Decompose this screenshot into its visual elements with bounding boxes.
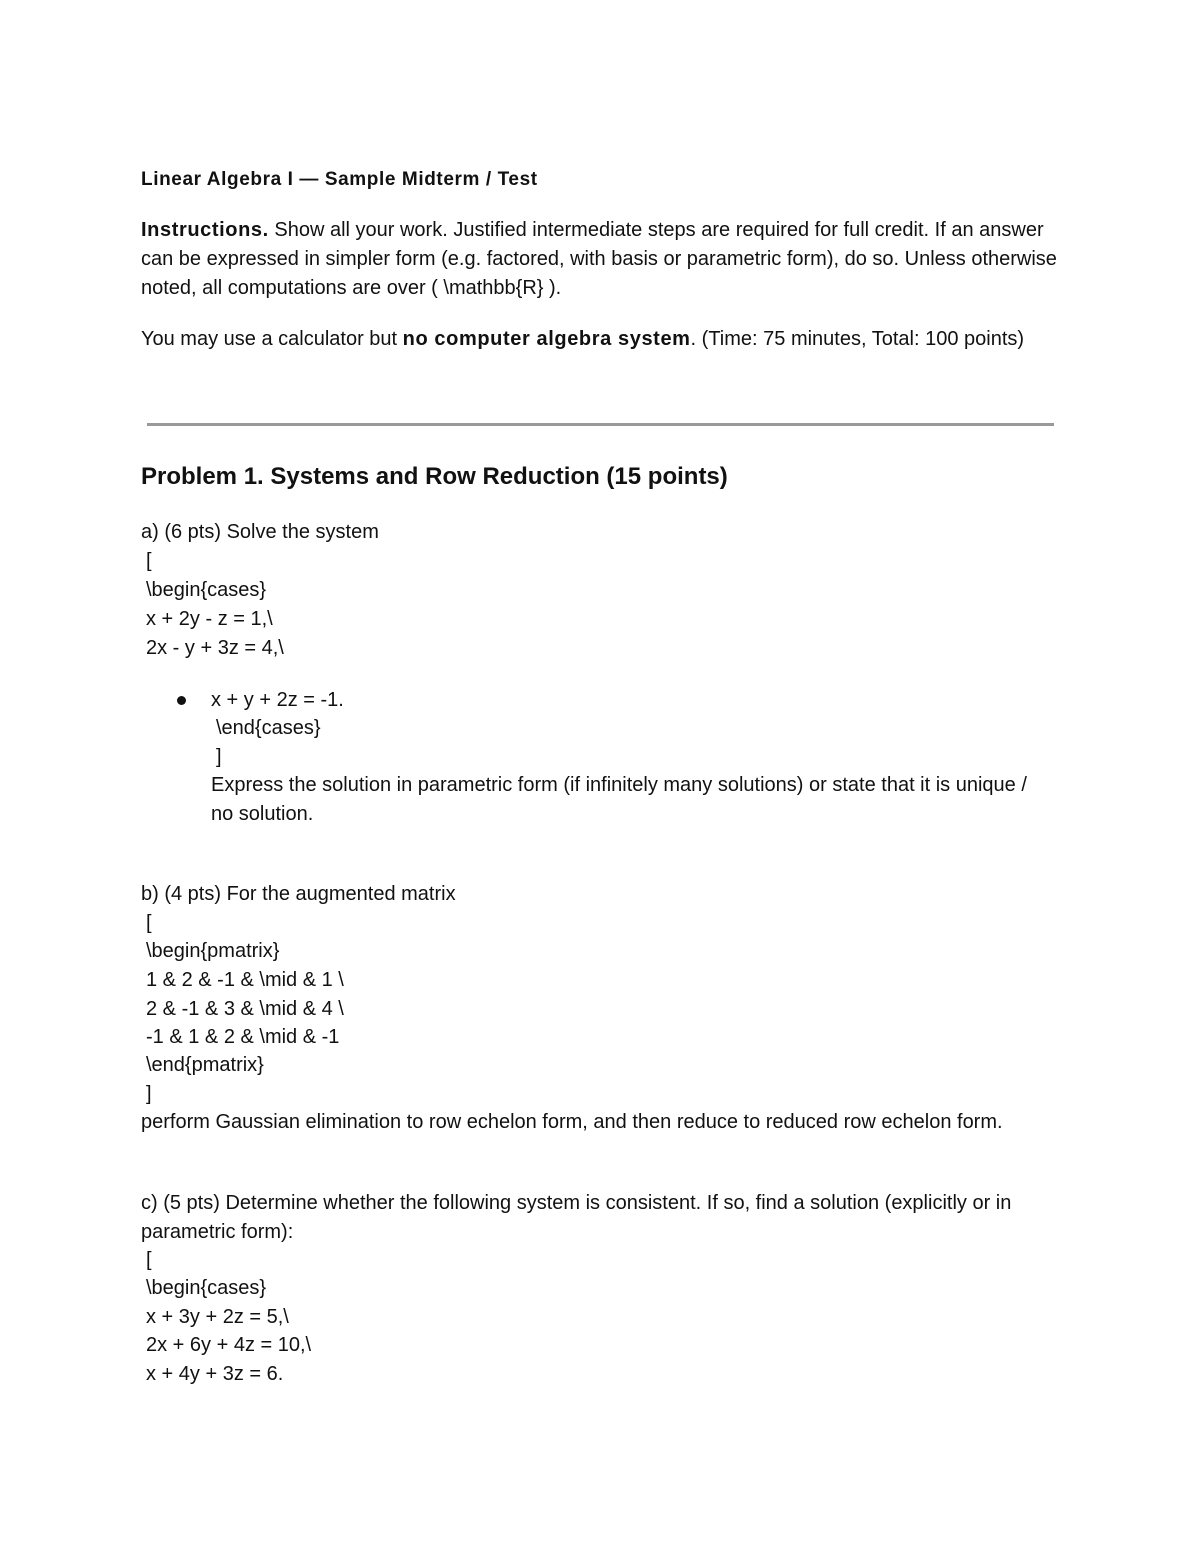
- part-b-line: ]: [146, 1083, 152, 1105]
- horizontal-divider: [147, 423, 1054, 426]
- part-b-line: [: [146, 912, 152, 934]
- part-b-prompt: b) (4 pts) For the augmented matrix: [141, 883, 456, 905]
- problem-1-heading: Problem 1. Systems and Row Reduction (15 points): [141, 463, 728, 490]
- instructions-paragraph: [141, 216, 1061, 303]
- calculator-note-bold: no computer algebra system: [402, 328, 691, 350]
- calculator-note-after: . (Time: 75 minutes, Total: 100 points): [690, 328, 1025, 350]
- part-c-line: x + 3y + 2z = 5,\: [146, 1306, 289, 1328]
- calculator-note: [141, 325, 1061, 354]
- part-b-line: \begin{pmatrix}: [146, 940, 280, 962]
- part-b-instruction: perform Gaussian elimination to row echelon form, and then reduce to reduced row echelon form.: [141, 1111, 1003, 1133]
- part-c-line: [: [146, 1249, 152, 1271]
- part-a-line: ]: [216, 746, 222, 768]
- calculator-note-before: You may use a calculator but: [141, 328, 403, 350]
- part-b-line: 2 & -1 & 3 & \mid & 4 \: [146, 998, 344, 1020]
- part-a-line: x + 2y - z = 1,\: [146, 608, 273, 630]
- part-a-prompt: a) (6 pts) Solve the system: [141, 521, 379, 543]
- part-c-line: 2x + 6y + 4z = 10,\: [146, 1334, 312, 1356]
- instructions-label: Instructions.: [141, 219, 269, 241]
- part-a-bullet-line: x + y + 2z = -1.: [211, 689, 344, 711]
- part-a-instruction: Express the solution in parametric form (if infinitely many solutions) or state that it is unique / no solution.: [211, 774, 1027, 825]
- part-c-line: x + 4y + 3z = 6.: [146, 1363, 284, 1385]
- part-b-line: 1 & 2 & -1 & \mid & 1 \: [146, 969, 344, 991]
- part-a-line: [: [146, 550, 152, 572]
- document-title: Linear Algebra I — Sample Midterm / Test: [141, 169, 538, 190]
- bullet-icon: [177, 696, 186, 705]
- instructions-text: Show all your work. Justified intermediate steps are required for full credit. If an answer can be expressed in simpler form (e.g. factored, with basis or parametric form), do so. Unless otherwise noted, all computations are over ( \mathbb{R} ).: [141, 219, 1057, 299]
- part-b-line: -1 & 1 & 2 & \mid & -1: [146, 1026, 340, 1048]
- part-b-line: \end{pmatrix}: [146, 1054, 264, 1076]
- part-a-line: \end{cases}: [216, 717, 321, 739]
- part-c-line: \begin{cases}: [146, 1277, 267, 1299]
- part-a-line: \begin{cases}: [146, 579, 267, 601]
- part-a-line: 2x - y + 3z = 4,\: [146, 637, 284, 659]
- part-c-prompt: c) (5 pts) Determine whether the following system is consistent. If so, find a solution (explicitly or in parametric form):: [141, 1192, 1012, 1243]
